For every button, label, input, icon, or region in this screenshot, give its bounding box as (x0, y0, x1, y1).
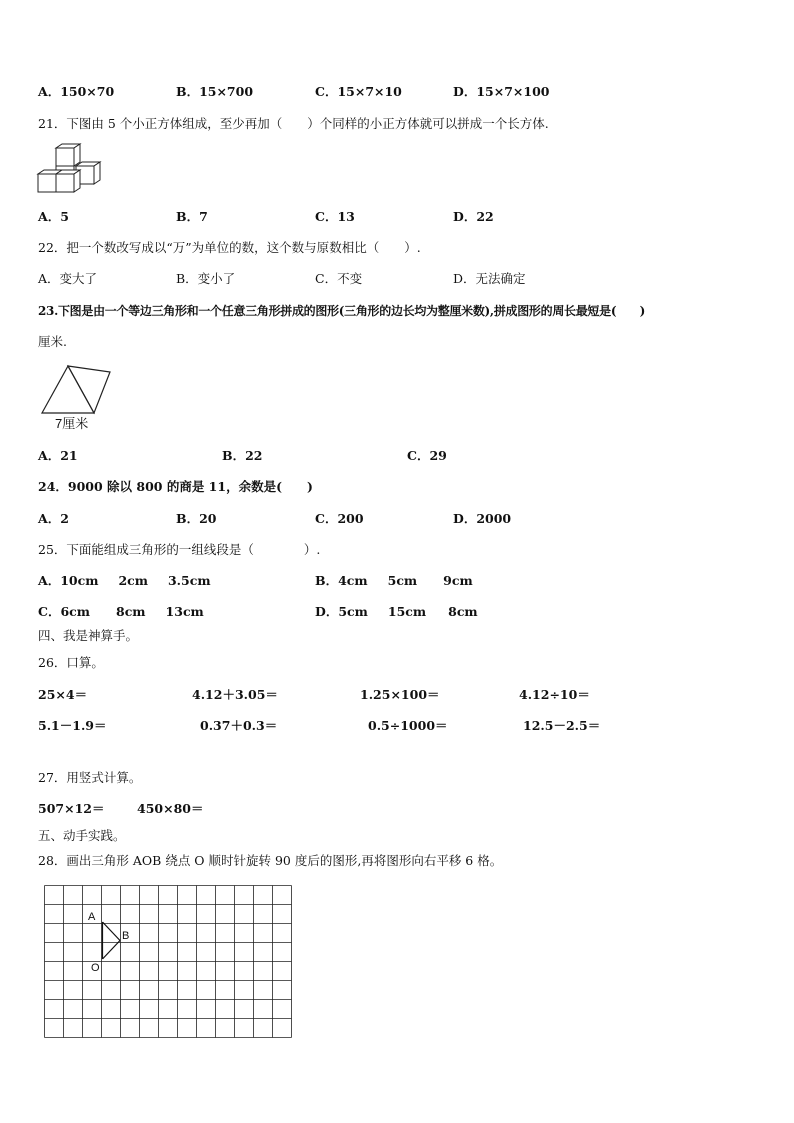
q22-option-c[interactable]: C．不变 (315, 271, 363, 286)
q24-option-c[interactable]: C．200 (315, 511, 364, 526)
q21-option-a[interactable]: A．5 (38, 209, 69, 224)
q20-option-d[interactable]: D．15×7×100 (453, 84, 550, 99)
q24-option-b[interactable]: B．20 (176, 511, 217, 526)
q25-question: 25．下面能组成三角形的一组线段是（ ）. (38, 542, 321, 557)
q26-item-7: 0.5÷1000＝ (368, 718, 448, 733)
q24-option-a[interactable]: A．2 (38, 511, 69, 526)
q26-item-3: 1.25×100＝ (360, 687, 440, 702)
cube-stack-figure (36, 144, 100, 196)
q22-option-b[interactable]: B．变小了 (176, 271, 236, 286)
q23-figure-label: 7厘米 (55, 416, 89, 431)
q21-option-c[interactable]: C．13 (315, 209, 355, 224)
q27-item-2: 450×80＝ (137, 801, 204, 816)
q25-option-b[interactable]: B．4cm 5cm 9cm (315, 573, 473, 588)
label-b: B (122, 930, 130, 942)
q23-option-b[interactable]: B．22 (222, 448, 263, 463)
q22-option-d[interactable]: D．无法确定 (453, 271, 526, 286)
cube-top-front (56, 148, 74, 166)
q21-option-b[interactable]: B．7 (176, 209, 208, 224)
q26-question: 26．口算。 (38, 655, 104, 670)
segment-ob (103, 941, 121, 960)
q25-option-c[interactable]: C．6cm 8cm 13cm (38, 604, 204, 619)
q21-question: 21．下图由 5 个小正方体组成，至少再加（ ）个同样的小正方体就可以拼成一个长方体. (38, 116, 549, 131)
q20-option-c[interactable]: C．15×7×10 (315, 84, 402, 99)
equilateral-triangle (42, 366, 94, 413)
q25-option-a[interactable]: A．10cm 2cm 3.5cm (38, 573, 211, 588)
q24-option-d[interactable]: D．2000 (453, 511, 512, 526)
q27-question: 27．用竖式计算。 (38, 770, 142, 785)
section4-title: 四、我是神算手。 (38, 628, 139, 643)
q25-option-d[interactable]: D．5cm 15cm 8cm (315, 604, 478, 619)
q22-question: 22．把一个数改写成以“万”为单位的数，这个数与原数相比（ ）. (38, 240, 421, 255)
q24-question: 24．9000 除以 800 的商是 11，余数是( ) (38, 479, 313, 494)
label-o: O (91, 962, 100, 974)
triangle-aob (103, 922, 121, 959)
rotation-grid (44, 885, 296, 1033)
q20-option-a[interactable]: A．150×70 (38, 84, 115, 99)
segment-ab (103, 922, 121, 941)
q23-option-a[interactable]: A．21 (38, 448, 78, 463)
label-a: A (88, 911, 96, 923)
q20-option-b[interactable]: B．15×700 (176, 84, 254, 99)
section5-title: 五、动手实践。 (38, 828, 126, 843)
cube-top-side (74, 144, 80, 166)
q23-question-line2: 厘米. (38, 334, 67, 349)
q26-item-1: 25×4＝ (38, 687, 88, 702)
q28-question: 28．画出三角形 AOB 绕点 O 顺时针旋转 90 度后的图形,再将图形向右平移 6 格。 (38, 853, 503, 868)
q23-question-line1: 23.下图是由一个等边三角形和一个任意三角形拼成的图形(三角形的边长均为整厘米数),拼成图形的周长最短是( ) (38, 304, 645, 318)
q26-item-4: 4.12÷10＝ (519, 687, 590, 702)
triangle-figure (38, 364, 114, 432)
q27-item-1: 507×12＝ (38, 801, 105, 816)
q22-option-a[interactable]: A．变大了 (38, 271, 98, 286)
q26-item-8: 12.5－2.5＝ (523, 718, 601, 733)
q26-item-5: 5.1－1.9＝ (38, 718, 107, 733)
q26-item-2: 4.12＋3.05＝ (192, 687, 278, 702)
q26-item-6: 0.37＋0.3＝ (200, 718, 278, 733)
q21-option-d[interactable]: D．22 (453, 209, 494, 224)
arbitrary-triangle (68, 366, 110, 413)
q23-option-c[interactable]: C．29 (407, 448, 447, 463)
